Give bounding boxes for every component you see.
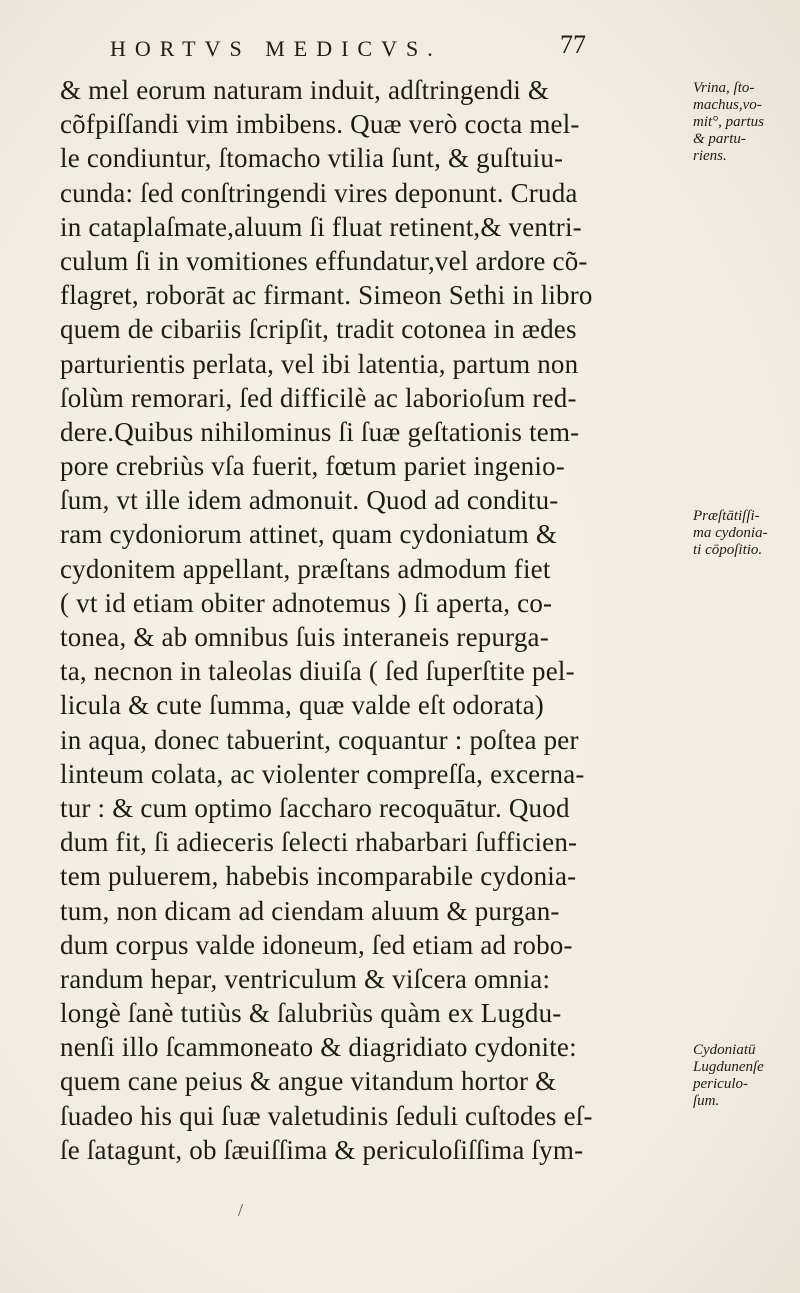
text-line: ram cydoniorum attinet, quam cydoniatum & (60, 519, 558, 550)
marginal-note-line: Vrina, ſto- (693, 80, 755, 96)
text-line: tum, non dicam ad ciendam aluum & purgan- (60, 895, 560, 926)
marginal-note-line: ſum. (693, 1093, 720, 1109)
page-header (110, 30, 630, 70)
text-line: ſolùm remorari, ſed difficilè ac laborioſum red- (60, 382, 577, 413)
marginal-note-cydoniatum-composition (693, 508, 793, 559)
text-line: linteum colata, ac violenter compreſſa, excerna- (60, 758, 585, 789)
text-line: in cataplaſmate,aluum ſi fluat retinent,& ventri- (60, 211, 582, 242)
text-line: ſum, vt ille idem admonuit. Quod ad conditu- (60, 485, 559, 516)
text-line: flagret, roborāt ac firmant. Simeon Sethi in libro (60, 280, 593, 311)
text-line: cydonitem appellant, præſtans admodum fiet (60, 553, 551, 584)
text-line: le condiuntur, ſtomacho vtilia ſunt, & guſtuiu- (60, 143, 564, 174)
marginal-note-line: riens. (693, 148, 727, 164)
page-number: 77 (560, 30, 586, 59)
marginal-note-line: Lugdunenſe (693, 1059, 764, 1075)
text-line: dum corpus valde idoneum, ſed etiam ad robo- (60, 929, 573, 960)
text-line: cõfpiſſandi vim imbibens. Quæ verò coctа mel- (60, 109, 580, 140)
text-line: tur : & cum optimo ſaccharo recoquātur. Quod (60, 792, 570, 823)
marginal-note-line: ma cydonia- (693, 525, 768, 541)
text-line: tonea, & ab omnibus ſuis interaneis repurga- (60, 622, 549, 652)
marginal-note-line: machus,vo- (693, 97, 762, 113)
stray-pen-mark: / (238, 1200, 244, 1220)
text-line: ta, necnon in taleolas diuiſa ( ſed ſuperſtite pel- (60, 656, 575, 687)
text-line: licula & cute ſumma, quæ valde eſt odorata) (60, 690, 544, 721)
main-text-block (60, 73, 700, 1167)
text-line: randum hepar, ventriculum & viſcera omnia: (60, 963, 551, 994)
text-line: & mel eorum naturam induit, adſtringendi & (60, 75, 550, 105)
text-line: longè ſanè tutiùs & ſalubriùs quàm ex Lugdu- (60, 998, 562, 1029)
text-line: parturientis perlata, vel ibi latentia, partum non (60, 348, 579, 379)
text-line: culum ſi in vomitiones effundatur,vel ardore cõ- (60, 245, 588, 276)
marginal-note-line: mit°, partus (693, 114, 765, 130)
text-line: dere.Quibus nihilominus ſi ſuæ geſtationis tem- (60, 416, 580, 447)
text-line: cunda: ſed conſtringendi vires deponunt. Cruda (60, 177, 578, 208)
marginal-note-urine (693, 80, 793, 165)
text-line: quem de cibariis ſcripſit, tradit cotonea in ædes (60, 314, 577, 345)
marginal-note-line: Cydoniatū (693, 1042, 756, 1058)
marginal-note-lyon-cydoniatum (693, 1042, 793, 1110)
text-line: ſuadeo his qui ſuæ valetudinis ſeduli cuſtodes eſ- (60, 1100, 593, 1131)
text-line: ( vt id etiam obiter adnotemus ) ſi aperta, co- (60, 587, 553, 618)
text-line: quem cane peius & angue vitandum hortor & (60, 1066, 557, 1097)
running-head: HORTVS MEDICVS. (110, 36, 442, 61)
marginal-note-line: periculo- (693, 1076, 748, 1092)
text-line: nenſi illo ſcammoneato & diagridiato cydonite: (60, 1032, 577, 1063)
text-line: in aqua, donec tabuerint, coquantur : poſtea per (60, 724, 579, 755)
text-line: pore crebriùs vſa fuerit, fœtum pariet ingenio- (60, 451, 565, 482)
marginal-note-line: ti cōpoſitio. (693, 542, 763, 558)
text-line: dum fit, ſi adieceris ſelecti rhabarbari ſufficien- (60, 827, 578, 858)
text-line: ſe ſatagunt, ob ſæuiſſima & periculoſiſſima ſym- (60, 1134, 584, 1165)
marginal-note-line: & partu- (693, 131, 746, 147)
text-line: tem puluerem, habebis incomparabile cydonia- (60, 861, 577, 892)
marginal-note-line: Præſtātiſſi- (693, 508, 760, 524)
